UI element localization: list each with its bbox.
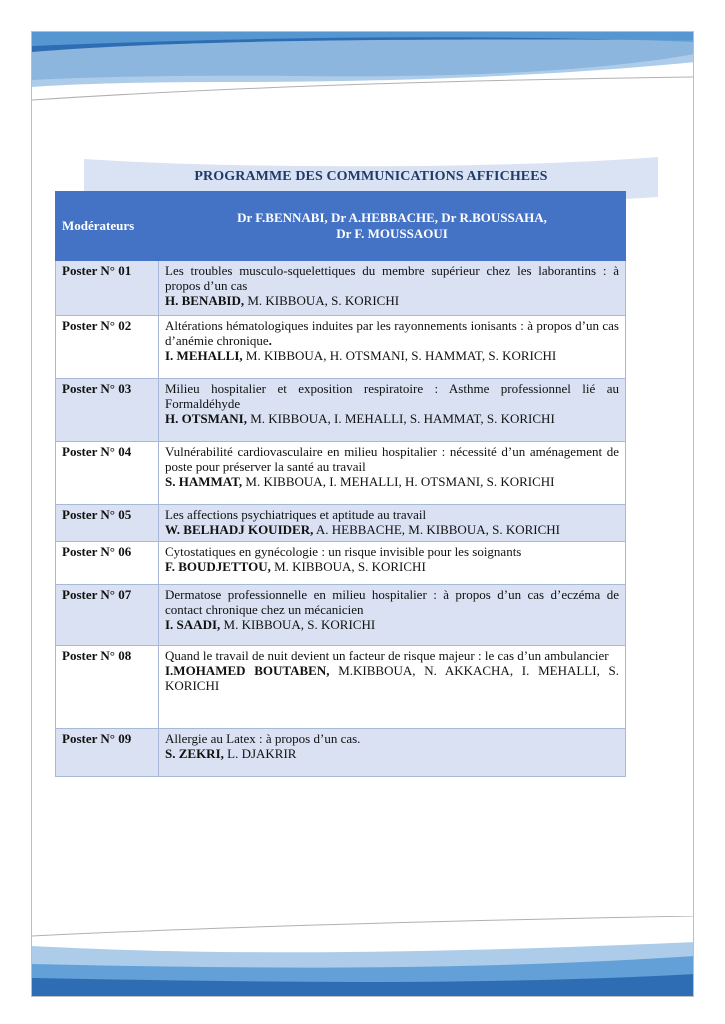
lead-author: F. BOUDJETTOU, — [165, 559, 271, 574]
coauthors: A. HEBBACHE, M. KIBBOUA, S. KORICHI — [313, 522, 560, 537]
poster-row — [56, 379, 626, 442]
poster-authors — [165, 293, 619, 308]
moderators-label: Modérateurs — [56, 192, 159, 261]
coauthors: M. KIBBOUA, S. KORICHI — [270, 559, 426, 574]
poster-authors — [165, 411, 619, 426]
poster-row — [56, 729, 626, 777]
poster-details — [159, 542, 626, 585]
poster-details — [159, 646, 626, 729]
poster-authors — [165, 522, 619, 537]
coauthors: M. KIBBOUA, I. MEHALLI, S. HAMMAT, S. KORICHI — [246, 411, 555, 426]
poster-title: Les troubles musculo-squelettiques du membre supérieur chez les laborantins : à propos d’un cas — [165, 263, 619, 293]
poster-number: Poster N° 08 — [56, 646, 159, 729]
poster-number: Poster N° 04 — [56, 442, 159, 505]
program-table — [55, 191, 626, 777]
poster-number: Poster N° 05 — [56, 505, 159, 542]
lead-author: S. ZEKRI, — [165, 746, 224, 761]
poster-title-line — [165, 318, 619, 348]
poster-details — [159, 729, 626, 777]
poster-title: Les affections psychiatriques et aptitude au travail — [165, 507, 427, 522]
poster-title-end: . — [268, 333, 272, 348]
poster-authors — [165, 474, 619, 489]
coauthors: M.KIBBOUA, N. AKKACHA, I. MEHALLI, S. KORICHI — [165, 663, 620, 693]
poster-title: Allergie au Latex : à propos d’un cas. — [165, 731, 361, 746]
moderators-line-1: Dr F.BENNABI, Dr A.HEBBACHE, Dr R.BOUSSAHA, — [237, 210, 547, 225]
page-title: PROGRAMME DES COMMUNICATIONS AFFICHEES — [194, 169, 548, 184]
moderators-names — [159, 192, 626, 261]
poster-row — [56, 442, 626, 505]
poster-number: Poster N° 06 — [56, 542, 159, 585]
poster-title: Cytostatiques en gynécologie : un risque invisible pour les soignants — [165, 544, 522, 559]
coauthors: M. KIBBOUA, S. KORICHI — [220, 617, 376, 632]
poster-number: Poster N° 09 — [56, 729, 159, 777]
lead-author: I.MOHAMED BOUTABEN, — [165, 663, 330, 678]
lead-author: I. MEHALLI, — [165, 348, 243, 363]
poster-details — [159, 316, 626, 379]
poster-authors — [165, 746, 619, 761]
poster-row — [56, 261, 626, 316]
poster-details — [159, 261, 626, 316]
lead-author: S. HAMMAT, — [165, 474, 243, 489]
poster-title: Milieu hospitalier et exposition respiratoire : Asthme professionnel lié au Formaldéhyde — [165, 381, 619, 411]
lead-author: H. BENABID, — [165, 293, 245, 308]
poster-authors — [165, 348, 619, 363]
poster-details — [159, 505, 626, 542]
poster-title: Vulnérabilité cardiovasculaire en milieu hospitalier : nécessité d’un aménagement de poste pour préserver la santé au travail — [165, 444, 619, 474]
poster-details — [159, 442, 626, 505]
poster-details — [159, 585, 626, 646]
poster-row — [56, 316, 626, 379]
poster-title: Dermatose professionnelle en milieu hospitalier : à propos d’un cas d’eczéma de contact chronique chez un mécanicien — [165, 587, 619, 617]
poster-number: Poster N° 07 — [56, 585, 159, 646]
coauthors: M. KIBBOUA, I. MEHALLI, H. OTSMANI, S. KORICHI — [242, 474, 555, 489]
poster-number: Poster N° 01 — [56, 261, 159, 316]
moderators-line-2: Dr F. MOUSSAOUI — [336, 226, 448, 241]
poster-authors — [165, 617, 619, 632]
poster-authors — [165, 663, 619, 693]
lead-author: W. BELHADJ KOUIDER, — [165, 522, 314, 537]
poster-row — [56, 646, 626, 729]
poster-number: Poster N° 03 — [56, 379, 159, 442]
lead-author: I. SAADI, — [165, 617, 221, 632]
top-wave-decoration — [32, 32, 694, 107]
coauthors: M. KIBBOUA, S. KORICHI — [244, 293, 400, 308]
poster-row — [56, 585, 626, 646]
poster-authors — [165, 559, 619, 574]
lead-author: H. OTSMANI, — [165, 411, 247, 426]
poster-title: Quand le travail de nuit devient un facteur de risque majeur : le cas d’un ambulancier — [165, 648, 609, 663]
poster-number: Poster N° 02 — [56, 316, 159, 379]
poster-details — [159, 379, 626, 442]
coauthors: L. DJAKRIR — [223, 746, 297, 761]
poster-title: Altérations hématologiques induites par les rayonnements ionisants : à propos d’un cas d’anémie chronique — [165, 318, 619, 348]
moderators-row — [56, 192, 626, 261]
poster-row — [56, 505, 626, 542]
poster-row — [56, 542, 626, 585]
bottom-wave-decoration — [32, 916, 694, 996]
coauthors: M. KIBBOUA, H. OTSMANI, S. HAMMAT, S. KORICHI — [242, 348, 557, 363]
